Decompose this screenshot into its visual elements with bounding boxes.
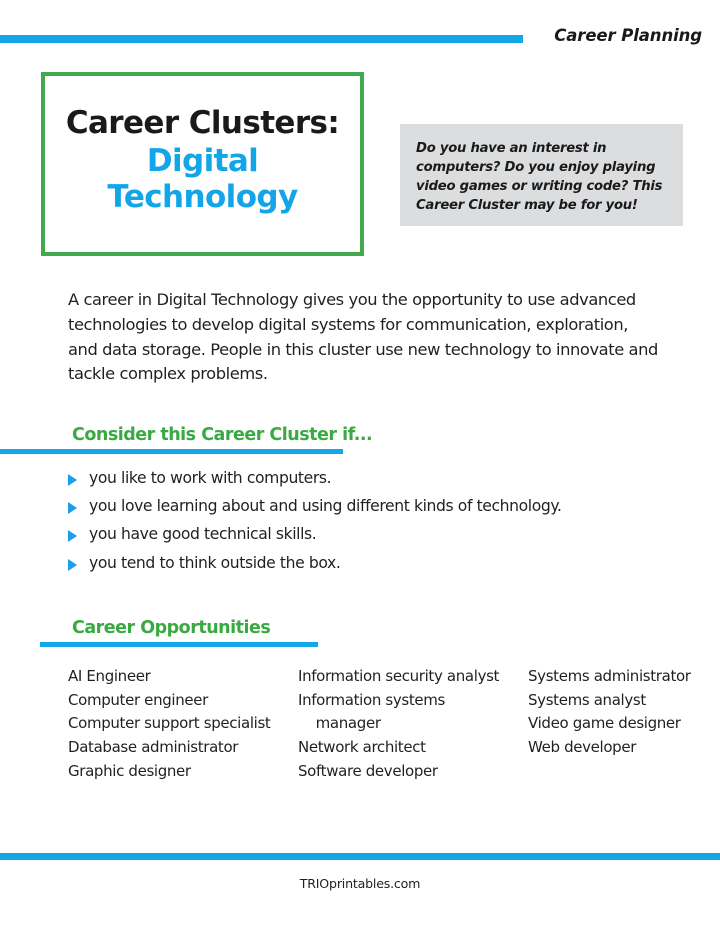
list-item (68, 554, 720, 573)
list-item: Network architect (298, 738, 426, 757)
intro-paragraph-block (68, 288, 658, 387)
list-item (68, 469, 720, 488)
footer-rule (0, 853, 720, 860)
list-item: Computer engineer (68, 690, 208, 709)
list-item: Information systems (298, 690, 445, 709)
job-column-1 (68, 665, 298, 783)
list-item: Computer support specialist (68, 714, 271, 733)
title-secondary: Digital Technology (107, 143, 298, 215)
footer-site-label: TRIOprintables.com (299, 876, 421, 891)
consider-bullet-text: you love learning about and using different kinds of technology. (89, 497, 562, 516)
consider-section-title: Consider this Career Cluster if... (72, 425, 373, 445)
consider-section-underline (0, 449, 343, 454)
consider-bullet-text: you tend to think outside the box. (89, 553, 341, 572)
job-column-2 (298, 665, 528, 783)
list-item: Video game designer (528, 714, 681, 733)
list-item: Graphic designer (68, 761, 191, 780)
header-category-label: Career Planning (554, 26, 702, 45)
triangle-bullet-icon (68, 559, 77, 571)
list-item: Web developer (528, 738, 637, 757)
consider-bullet-list (68, 469, 720, 572)
consider-bullet-text: you have good technical skills. (89, 525, 317, 544)
title-primary: Career Clusters: (65, 105, 340, 142)
list-item (68, 497, 720, 516)
triangle-bullet-icon (68, 530, 77, 542)
consider-section (0, 425, 720, 582)
list-item: Software developer (298, 761, 438, 780)
header-rule (0, 35, 523, 43)
title-box (41, 72, 364, 256)
opportunities-section-underline (40, 642, 318, 647)
job-columns (68, 665, 691, 783)
triangle-bullet-icon (68, 502, 77, 514)
list-item: Database administrator (68, 738, 239, 757)
job-list-3 (528, 665, 708, 760)
opportunities-section (0, 618, 720, 783)
opportunities-section-title: Career Opportunities (72, 618, 271, 638)
list-item: Systems administrator (528, 667, 691, 685)
job-list-1 (68, 665, 298, 783)
consider-bullet-text: you like to work with computers. (89, 469, 332, 487)
list-item: Information security analyst (298, 667, 500, 685)
callout-box (400, 124, 683, 226)
triangle-bullet-icon (68, 474, 77, 486)
list-item: AI Engineer (68, 667, 151, 685)
list-item: manager (298, 714, 381, 733)
job-list-2 (298, 665, 528, 783)
callout-text: Do you have an interest in computers? Do you enjoy playing video games or writing code? This Career Cluster may be for you! (416, 141, 663, 214)
job-column-3 (528, 665, 708, 783)
list-item (68, 525, 720, 544)
list-item: Systems analyst (528, 690, 646, 709)
intro-paragraph: A career in Digital Technology gives you the opportunity to use advanced technologies to develop digital systems for communication, exploration, and data storage. People in this cluster use new technology to innovate and tackle complex problems. (68, 290, 658, 384)
